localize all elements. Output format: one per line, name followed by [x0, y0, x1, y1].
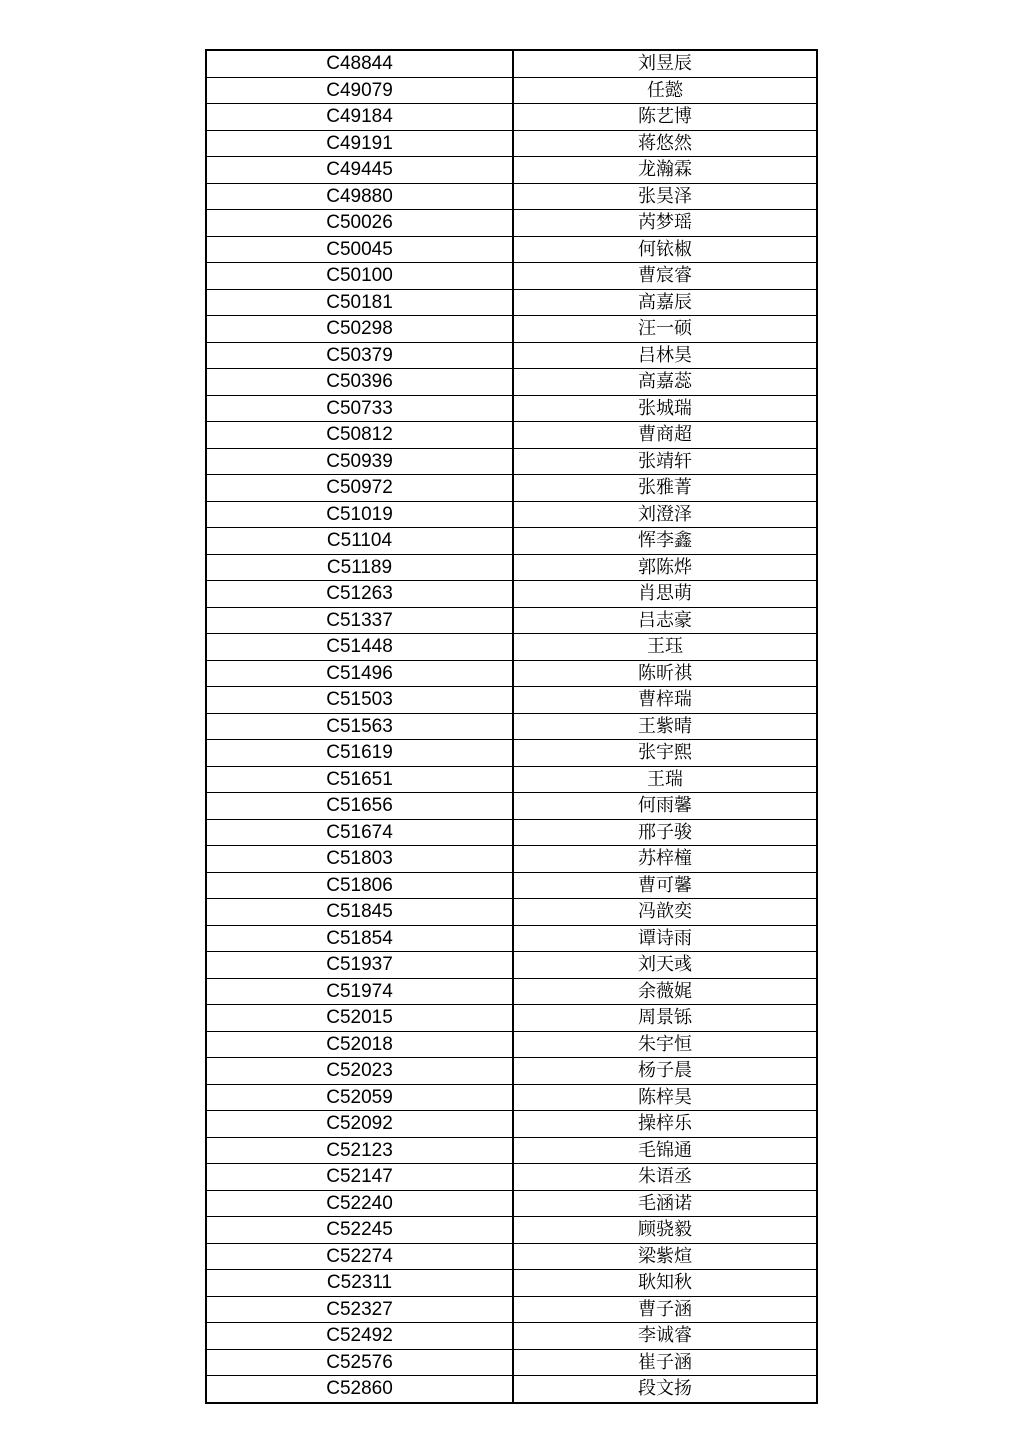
- student-id-cell: C49184: [206, 104, 513, 131]
- student-name-cell: 郭陈烨: [513, 554, 817, 581]
- student-name-cell: 陈艺博: [513, 104, 817, 131]
- student-name-cell: 曹可馨: [513, 872, 817, 899]
- student-name-cell: 张昊泽: [513, 183, 817, 210]
- student-name-cell: 冯歆奕: [513, 899, 817, 926]
- student-id-cell: C51937: [206, 952, 513, 979]
- table-row: [206, 316, 817, 343]
- student-name-cell: 王珏: [513, 634, 817, 661]
- table-row: [206, 501, 817, 528]
- table-row: [206, 183, 817, 210]
- table-row: [206, 1005, 817, 1032]
- student-name-cell: 吕林昊: [513, 342, 817, 369]
- student-name-cell: 刘澄泽: [513, 501, 817, 528]
- table-row: [206, 660, 817, 687]
- table-row: [206, 448, 817, 475]
- student-id-cell: C52015: [206, 1005, 513, 1032]
- student-id-cell: C51674: [206, 819, 513, 846]
- student-id-cell: C51651: [206, 766, 513, 793]
- student-id-cell: C51496: [206, 660, 513, 687]
- student-name-cell: 周景铄: [513, 1005, 817, 1032]
- student-name-cell: 毛锦通: [513, 1137, 817, 1164]
- student-id-cell: C50045: [206, 236, 513, 263]
- student-name-cell: 吕志豪: [513, 607, 817, 634]
- student-name-cell: 曹商超: [513, 422, 817, 449]
- student-id-cell: C51806: [206, 872, 513, 899]
- table-row: [206, 1243, 817, 1270]
- table-row: [206, 77, 817, 104]
- table-row: [206, 210, 817, 237]
- table-row: [206, 50, 817, 77]
- table-row: [206, 1137, 817, 1164]
- student-name-cell: 蒋悠然: [513, 130, 817, 157]
- student-id-cell: C49880: [206, 183, 513, 210]
- table-row: [206, 607, 817, 634]
- table-row: [206, 236, 817, 263]
- student-name-cell: 邢子骏: [513, 819, 817, 846]
- table-row: [206, 157, 817, 184]
- table-row: [206, 793, 817, 820]
- student-id-cell: C52245: [206, 1217, 513, 1244]
- table-row: [206, 581, 817, 608]
- student-name-cell: 陈昕祺: [513, 660, 817, 687]
- student-id-cell: C50181: [206, 289, 513, 316]
- student-name-cell: 李诚睿: [513, 1323, 817, 1350]
- student-id-cell: C50379: [206, 342, 513, 369]
- student-id-cell: C52311: [206, 1270, 513, 1297]
- student-id-cell: C49079: [206, 77, 513, 104]
- table-row: [206, 1296, 817, 1323]
- student-id-cell: C48844: [206, 50, 513, 77]
- student-id-cell: C51104: [206, 528, 513, 555]
- student-id-cell: C51845: [206, 899, 513, 926]
- student-name-cell: 朱语丞: [513, 1164, 817, 1191]
- table-row: [206, 952, 817, 979]
- student-id-cell: C51854: [206, 925, 513, 952]
- student-id-cell: C52123: [206, 1137, 513, 1164]
- table-row: [206, 634, 817, 661]
- table-row: [206, 263, 817, 290]
- table-row: [206, 1111, 817, 1138]
- table-row: [206, 1323, 817, 1350]
- student-name-cell: 张宇熙: [513, 740, 817, 767]
- table-row: [206, 475, 817, 502]
- student-id-cell: C52147: [206, 1164, 513, 1191]
- table-row: [206, 872, 817, 899]
- table-row: [206, 130, 817, 157]
- student-id-cell: C52023: [206, 1058, 513, 1085]
- student-name-cell: 刘昱辰: [513, 50, 817, 77]
- table-row: [206, 1164, 817, 1191]
- student-name-cell: 王瑞: [513, 766, 817, 793]
- student-id-cell: C50939: [206, 448, 513, 475]
- student-name-cell: 张城瑞: [513, 395, 817, 422]
- student-name-cell: 何铱椒: [513, 236, 817, 263]
- table-row: [206, 978, 817, 1005]
- student-name-cell: 恽李鑫: [513, 528, 817, 555]
- student-id-cell: C51448: [206, 634, 513, 661]
- student-id-cell: C52274: [206, 1243, 513, 1270]
- table-row: [206, 1190, 817, 1217]
- table-row: [206, 1058, 817, 1085]
- student-id-cell: C52092: [206, 1111, 513, 1138]
- student-id-cell: C50972: [206, 475, 513, 502]
- student-id-cell: C50026: [206, 210, 513, 237]
- table-row: [206, 1270, 817, 1297]
- table-row: [206, 1349, 817, 1376]
- table-row: [206, 925, 817, 952]
- table-row: [206, 740, 817, 767]
- student-id-cell: C52018: [206, 1031, 513, 1058]
- student-id-cell: C52492: [206, 1323, 513, 1350]
- table-row: [206, 289, 817, 316]
- student-name-cell: 高嘉蕊: [513, 369, 817, 396]
- student-name-cell: 张雅菁: [513, 475, 817, 502]
- student-id-cell: C52059: [206, 1084, 513, 1111]
- student-id-cell: C50100: [206, 263, 513, 290]
- student-id-cell: C51503: [206, 687, 513, 714]
- table-row: [206, 766, 817, 793]
- table-row: [206, 1084, 817, 1111]
- student-name-cell: 朱宇恒: [513, 1031, 817, 1058]
- student-name-cell: 高嘉辰: [513, 289, 817, 316]
- student-name-cell: 操梓乐: [513, 1111, 817, 1138]
- student-id-cell: C51337: [206, 607, 513, 634]
- table-row: [206, 422, 817, 449]
- student-id-cell: C52860: [206, 1376, 513, 1403]
- student-id-cell: C49191: [206, 130, 513, 157]
- table-row: [206, 369, 817, 396]
- table-row: [206, 554, 817, 581]
- student-name-cell: 毛涵诺: [513, 1190, 817, 1217]
- student-name-cell: 芮梦瑶: [513, 210, 817, 237]
- table-row: [206, 1376, 817, 1403]
- student-name-cell: 汪一硕: [513, 316, 817, 343]
- student-name-cell: 曹宸睿: [513, 263, 817, 290]
- student-id-cell: C51019: [206, 501, 513, 528]
- student-id-cell: C51803: [206, 846, 513, 873]
- student-name-cell: 顾骁毅: [513, 1217, 817, 1244]
- student-name-cell: 肖思萌: [513, 581, 817, 608]
- student-name-cell: 段文扬: [513, 1376, 817, 1403]
- student-name-cell: 何雨馨: [513, 793, 817, 820]
- student-id-cell: C51656: [206, 793, 513, 820]
- table-row: [206, 899, 817, 926]
- student-name-cell: 曹梓瑞: [513, 687, 817, 714]
- table-row: [206, 528, 817, 555]
- student-name-cell: 曹子涵: [513, 1296, 817, 1323]
- table-row: [206, 819, 817, 846]
- student-id-cell: C51619: [206, 740, 513, 767]
- student-id-cell: C50396: [206, 369, 513, 396]
- student-id-cell: C51974: [206, 978, 513, 1005]
- table-row: [206, 846, 817, 873]
- student-name-cell: 任懿: [513, 77, 817, 104]
- student-id-cell: C51563: [206, 713, 513, 740]
- student-name-cell: 崔子涵: [513, 1349, 817, 1376]
- student-id-cell: C49445: [206, 157, 513, 184]
- student-name-cell: 苏梓橦: [513, 846, 817, 873]
- student-name-cell: 张靖轩: [513, 448, 817, 475]
- table-row: [206, 713, 817, 740]
- student-id-cell: C52576: [206, 1349, 513, 1376]
- student-id-cell: C52327: [206, 1296, 513, 1323]
- student-name-cell: 梁紫煊: [513, 1243, 817, 1270]
- table-row: [206, 687, 817, 714]
- table-row: [206, 395, 817, 422]
- table-row: [206, 1031, 817, 1058]
- student-name-cell: 王紫晴: [513, 713, 817, 740]
- student-name-cell: 耿知秋: [513, 1270, 817, 1297]
- table-row: [206, 342, 817, 369]
- student-name-cell: 陈梓昊: [513, 1084, 817, 1111]
- table-row: [206, 104, 817, 131]
- student-id-cell: C50733: [206, 395, 513, 422]
- student-id-cell: C51189: [206, 554, 513, 581]
- student-id-cell: C52240: [206, 1190, 513, 1217]
- student-name-cell: 余薇娓: [513, 978, 817, 1005]
- student-name-cell: 刘天彧: [513, 952, 817, 979]
- roster-table: [205, 49, 818, 1404]
- student-id-cell: C50298: [206, 316, 513, 343]
- table-row: [206, 1217, 817, 1244]
- student-name-cell: 谭诗雨: [513, 925, 817, 952]
- student-name-cell: 杨子晨: [513, 1058, 817, 1085]
- student-id-cell: C51263: [206, 581, 513, 608]
- roster-table-body: [206, 50, 817, 1403]
- student-name-cell: 龙瀚霖: [513, 157, 817, 184]
- student-id-cell: C50812: [206, 422, 513, 449]
